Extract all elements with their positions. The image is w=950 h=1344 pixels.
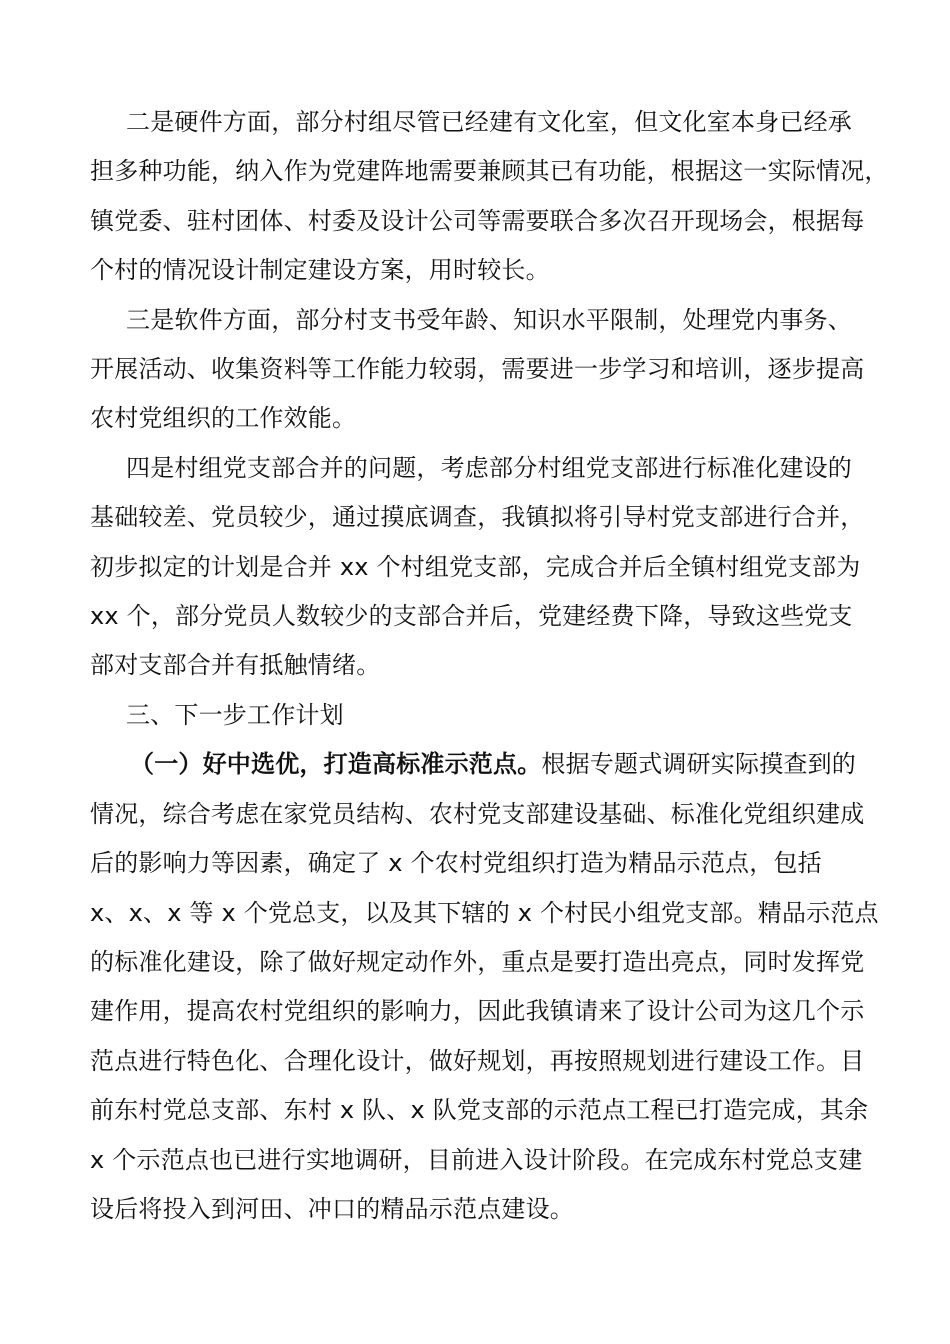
paragraph-4-lead-rest: 根据专题式调研实际摸查到的 bbox=[541, 750, 857, 778]
paragraph-4-line-2: 情况，综合考虑在家党员结构、农村党支部建设基础、标准化党组织建成 bbox=[90, 800, 865, 828]
paragraph-1-line-2: 担多种功能，纳入作为党建阵地需要兼顾其已有功能，根据这一实际情况， bbox=[90, 157, 889, 185]
paragraph-4-line-9: x 个示范点也已进行实地调研，目前进入设计阶段。在完成东村党总支建 bbox=[90, 1146, 863, 1174]
paragraph-3-line-4: xx 个，部分党员人数较少的支部合并后，党建经费下降，导致这些党支 bbox=[90, 602, 853, 630]
paragraph-4-line-7: 范点进行特色化、合理化设计，做好规划，再按照规划进行建设工作。目 bbox=[90, 1047, 865, 1075]
paragraph-3-line-3: 初步拟定的计划是合并 xx 个村组党支部，完成合并后全镇村组党支部为 bbox=[90, 553, 861, 581]
paragraph-3-line-2: 基础较差、党员较少，通过摸底调查，我镇拟将引导村党支部进行合并， bbox=[90, 503, 865, 531]
paragraph-3-line-5: 部对支部合并有抵触情绪。 bbox=[90, 651, 381, 679]
section-heading: 三、下一步工作计划 bbox=[126, 701, 344, 729]
paragraph-2-line-3: 农村党组织的工作效能。 bbox=[90, 404, 357, 432]
paragraph-4-bold-lead: （一）好中选优，打造高标准示范点。 bbox=[130, 750, 542, 778]
paragraph-2-line-2: 开展活动、收集资料等工作能力较弱，需要进一步学习和培训，逐步提高 bbox=[90, 355, 865, 383]
paragraph-1-line-3: 镇党委、驻村团体、村委及设计公司等需要联合多次召开现场会，根据每 bbox=[90, 207, 865, 235]
paragraph-3-line-1: 四是村组党支部合并的问题，考虑部分村组党支部进行标准化建设的 bbox=[126, 454, 852, 482]
paragraph-4-line-8: 前东村党总支部、东村 x 队、x 队党支部的示范点工程已打造完成，其余 bbox=[90, 1096, 869, 1124]
paragraph-4-line-5: 的标准化建设，除了做好规定动作外，重点是要打造出亮点，同时发挥党 bbox=[90, 948, 865, 976]
paragraph-1-line-1: 二是硬件方面，部分村组尽管已经建有文化室，但文化室本身已经承 bbox=[126, 108, 852, 136]
paragraph-4-line-10: 设后将投入到河田、冲口的精品示范点建设。 bbox=[90, 1195, 574, 1223]
paragraph-4-line-4: x、x、x 等 x 个党总支，以及其下辖的 x 个村民小组党支部。精品示范点 bbox=[90, 899, 879, 927]
paragraph-1-line-4: 个村的情况设计制定建设方案，用时较长。 bbox=[90, 256, 550, 284]
paragraph-2-line-1: 三是软件方面，部分村支书受年龄、知识水平限制，处理党内事务、 bbox=[126, 306, 852, 334]
paragraph-4-line-1 bbox=[130, 749, 856, 779]
paragraph-4-line-3: 后的影响力等因素，确定了 x 个农村党组织打造为精品示范点，包括 bbox=[90, 849, 822, 877]
paragraph-4-line-6: 建作用，提高农村党组织的影响力，因此我镇请来了设计公司为这几个示 bbox=[90, 997, 865, 1025]
